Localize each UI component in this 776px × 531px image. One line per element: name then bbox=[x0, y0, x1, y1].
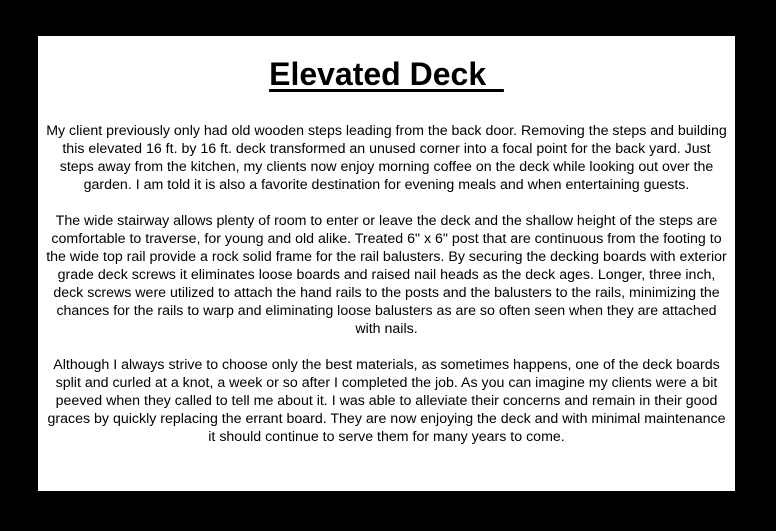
paragraph-materials: Although I always strive to choose only the best materials, as sometimes happens, one of the deck boards split and curled at a knot, a week or so after I completed the job. As you can imagine my clients were a bit peeved when they called to tell me about it. I was able to alleviate their concerns and remain in their good graces by quickly replacing the errant board. They are now enjoying the deck and with minimal maintenance it should continue to serve them for many years to come. bbox=[47, 357, 726, 445]
document-page bbox=[38, 36, 735, 491]
document-body bbox=[38, 122, 735, 446]
paragraph-intro: My client previously only had old wooden steps leading from the back door. Removing the steps and building this elevated 16 ft. by 16 ft. deck transformed an unused corner into a focal point for the back yard. Just steps away from the kitchen, my clients now enjoy morning coffee on the deck while looking out over the garden. I am told it is also a favorite destination for evening meals and when entertaining guests. bbox=[46, 123, 727, 193]
paragraph-construction: The wide stairway allows plenty of room to enter or leave the deck and the shallow height of the steps are comfortable to traverse, for young and old alike. Treated 6" x 6" post that are continuous from the footing to the wide top rail provide a rock solid frame for the rail balusters. By securing the decking boards with exterior grade deck screws it eliminates loose boards and raised nail heads as the deck ages. Longer, three inch, deck screws were utilized to attach the hand rails to the posts and the balusters to the rails, minimizing the chances for the rails to warp and eliminating loose balusters as are so often seen when they are attached with nails. bbox=[46, 213, 727, 337]
page-title bbox=[38, 54, 735, 94]
page-title-text: Elevated Deck bbox=[269, 56, 504, 92]
